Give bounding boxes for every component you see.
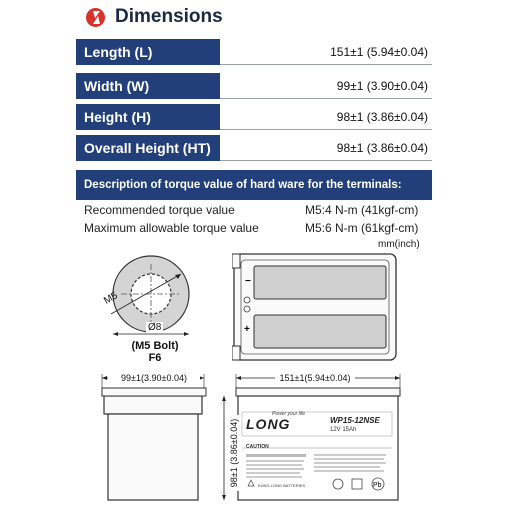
dimension-row-overall-height xyxy=(76,135,432,161)
arrowhead xyxy=(222,396,226,401)
terminal-code: F6 xyxy=(148,352,162,364)
side-terminal xyxy=(102,388,206,396)
torque-value: M5:4 N-m (41kgf-cm) xyxy=(305,203,419,217)
fine-print xyxy=(246,464,302,466)
torque-label: Recommended torque value xyxy=(84,203,235,217)
width-dimension-label: 99±1(3.90±0.04) xyxy=(108,373,200,383)
fine-print xyxy=(314,470,384,472)
arrowhead xyxy=(236,376,241,380)
side-lid xyxy=(104,396,202,414)
height-dimension-label: 98±1 (3.86±0.04) xyxy=(229,415,239,491)
fine-print xyxy=(314,466,380,468)
dimension-value: 151±1 (5.94±0.04) xyxy=(330,45,428,59)
fine-print xyxy=(246,472,300,474)
positive-symbol: + xyxy=(244,324,250,335)
terminal-caption: (M5 Bolt) xyxy=(131,340,179,352)
battery-side-view xyxy=(100,368,216,504)
dimension-value: 99±1 (3.90±0.04) xyxy=(336,79,428,93)
torque-value: M5:6 N-m (61kgf-cm) xyxy=(305,221,419,235)
fine-print xyxy=(314,454,386,456)
bolt-size-label: M5 xyxy=(102,290,120,307)
dimension-row-length xyxy=(76,39,432,65)
dimension-label: Overall Height (HT) xyxy=(76,135,220,161)
terminal-tab xyxy=(232,346,240,360)
fine-print xyxy=(246,476,302,478)
dimension-label: Width (W) xyxy=(76,73,220,99)
negative-symbol: − xyxy=(245,276,251,287)
fine-print xyxy=(246,460,304,462)
battery-top-view xyxy=(232,252,398,362)
dimension-value: 98±1 (3.86±0.04) xyxy=(336,141,428,155)
row-divider xyxy=(220,64,432,65)
caution-label: CAUTION xyxy=(246,444,269,450)
torque-header: Description of torque value of hard ware for the terminals: xyxy=(76,170,432,200)
unit-label: mm(inch) xyxy=(378,239,420,250)
dimension-row-width xyxy=(76,73,432,99)
pb-symbol: Pb xyxy=(373,482,382,489)
brand-logo: LONG xyxy=(246,416,291,432)
side-body xyxy=(108,414,198,500)
row-divider xyxy=(220,129,432,130)
torque-label: Maximum allowable torque value xyxy=(84,221,259,235)
page-title-row xyxy=(86,4,223,30)
top-cover-panel xyxy=(254,315,386,348)
row-divider xyxy=(220,98,432,99)
fine-print xyxy=(246,468,304,470)
battery-rating: 12V 15Ah xyxy=(330,427,357,433)
page-title: Dimensions xyxy=(115,6,223,27)
terminal-tab xyxy=(232,254,240,268)
arrowhead xyxy=(395,376,400,380)
dimension-label: Length (L) xyxy=(76,39,220,65)
arrowhead xyxy=(222,495,226,500)
top-cover-panel xyxy=(254,266,386,299)
lightning-icon xyxy=(86,8,105,27)
model-number: WP15-12NSE xyxy=(330,416,380,425)
arrowhead xyxy=(113,332,118,336)
arrowhead xyxy=(184,332,189,336)
battery-front-view xyxy=(214,368,404,504)
front-terminal xyxy=(236,388,400,396)
fine-print xyxy=(246,454,306,457)
fine-print xyxy=(314,462,386,464)
dimension-value: 98±1 (3.86±0.04) xyxy=(336,110,428,124)
row-divider xyxy=(220,160,432,161)
dimension-row-height xyxy=(76,104,432,130)
arrowhead xyxy=(102,376,107,380)
fine-print xyxy=(314,458,384,460)
dimension-label: Height (H) xyxy=(76,104,220,130)
brand-slogan: Power your life xyxy=(272,411,306,417)
diameter-label: Ø8 xyxy=(148,322,162,333)
manufacturer-label: KUNG LONG BATTERIES xyxy=(258,483,306,488)
length-dimension-label: 151±1(5.94±0.04) xyxy=(275,373,355,383)
